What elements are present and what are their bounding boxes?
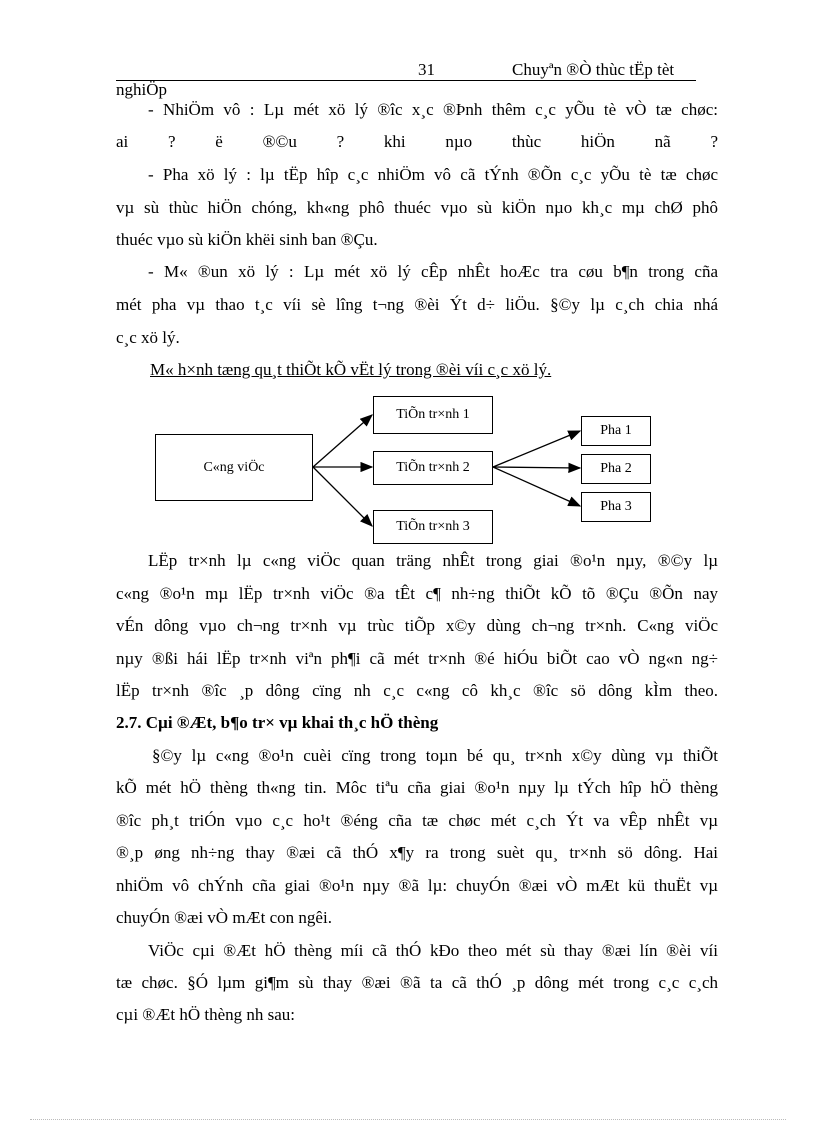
arrow-root-program-1 <box>313 415 372 467</box>
text-line: nµy ®ßi hái lËp tr×nh viªn ph¶i cã mét tr×nh ®é hiÓu biÕt cao vÒ ng«n ng÷ <box>116 649 718 668</box>
header-title-continued: nghiÖp <box>116 80 167 99</box>
page-header <box>116 58 696 81</box>
diagram-node-phase-3: Pha 3 <box>581 492 651 522</box>
text-line: cµi ®Æt hÖ thèng nh sau: <box>116 1005 295 1024</box>
text-line: mét pha vµ thao t¸c víi sè lîng t¬ng ®èi Ýt d÷ liÖu. §©y lµ c¸ch chia nhá <box>116 295 718 314</box>
text-line: ®¸p øng nh÷ng thay ®æi cã thÓ x¶y ra trong suèt qu¸ tr×nh sö dông. Hai <box>116 843 718 862</box>
text-line: vµ sù thùc hiÖn chóng, kh«ng phô thuéc vµo sù kiÖn nµo kh¸c mµ chØ phô <box>116 198 718 217</box>
text-line: - NhiÖm vô : Lµ mét xö lý ®îc x¸c ®Þnh thêm c¸c yÕu tè vÒ tæ chøc: <box>148 100 718 119</box>
page-bottom-border <box>30 1119 786 1120</box>
diagram-node-phase-2: Pha 2 <box>581 454 651 484</box>
text-line: ViÖc cµi ®Æt hÖ thèng míi cã thÓ kÐo theo mét sù thay ®æi lín ®èi víi <box>148 941 718 960</box>
text-line: c¸c xö lý. <box>116 328 180 347</box>
section-heading: 2.7. Cµi ®Æt, b¶o tr× vµ khai th¸c hÖ thèng <box>116 713 439 732</box>
arrow-program-phase-1 <box>493 431 580 467</box>
text-line: thuéc vµo sù kiÖn khëi sinh ban ®Çu. <box>116 230 378 249</box>
text-line: c«ng ®o¹n mµ lËp tr×nh viÖc ®a tÊt c¶ nh÷ng thiÕt kÕ tõ ®Çu ®Õn nay <box>116 584 718 603</box>
diagram-node-program-1: TiÕn tr×nh 1 <box>373 396 493 434</box>
text-line: chuyÓn ®æi vÒ mÆt con ngêi. <box>116 908 332 927</box>
text-line: LËp tr×nh lµ c«ng viÖc quan träng nhÊt trong giai ®o¹n nµy, ®©y lµ <box>148 551 718 570</box>
text-line: tæ chøc. §Ó lµm gi¶m sù thay ®æi ®ã ta cã thÓ ¸p dông mét trong c¸c c¸ch <box>116 973 718 992</box>
diagram-node-program-2: TiÕn tr×nh 2 <box>373 451 493 485</box>
text-line: kÕ mét hÖ thèng th«ng tin. Môc tiªu cña giai ®o¹n nµy lµ tÝch hîp hÖ thèng <box>116 778 718 797</box>
text-line: lËp tr×nh ®îc ¸p dông cïng nh c¸c c«ng cô kh¸c ®îc sö dông kÌm theo. <box>116 681 718 700</box>
text-line: ai ? ë ®©u ? khi nµo thùc hiÖn nã ? <box>116 132 718 151</box>
text-line: - Pha xö lý : lµ tËp hîp c¸c nhiÖm vô cã tÝnh ®Õn c¸c yÕu tè tæ chøc <box>148 165 718 184</box>
text-line: nhiÖm vô chÝnh cña giai ®o¹n nµy ®ã lµ: chuyÓn ®æi vÒ mÆt kü thuËt vµ <box>116 876 718 895</box>
arrow-program-phase-3 <box>493 467 580 506</box>
text-line: ®îc ph¸t triÓn vµo c¸c ho¹t ®éng cña tæ chøc mét c¸ch Ýt va vÊp nhÊt vµ <box>116 811 718 830</box>
diagram-node-root: C«ng viÖc <box>155 434 313 501</box>
diagram-node-phase-1: Pha 1 <box>581 416 651 446</box>
diagram-node-program-3: TiÕn tr×nh 3 <box>373 510 493 544</box>
arrow-program-phase-2 <box>493 467 580 468</box>
header-title: Chuyªn ®Ò thùc tËp tèt <box>512 60 675 79</box>
text-line: vÉn dông vµo ch¬ng tr×nh vµ trùc tiÕp x©y dùng ch¬ng tr×nh. C«ng viÖc <box>116 616 718 635</box>
diagram-caption: M« h×nh tæng qu¸t thiÕt kÕ vËt lý trong ®èi víi c¸c xö lý. <box>150 360 552 379</box>
text-line: §©y lµ c«ng ®o¹n cuèi cïng trong toµn bé qu¸ tr×nh x©y dùng vµ thiÕt <box>152 746 718 765</box>
text-line: - M« ®un xö lý : Lµ mét xö lý cÊp nhÊt hoÆc tra cøu b¶n trong cña <box>148 262 718 281</box>
arrow-root-program-3 <box>313 467 372 526</box>
page-number: 31 <box>418 60 435 79</box>
